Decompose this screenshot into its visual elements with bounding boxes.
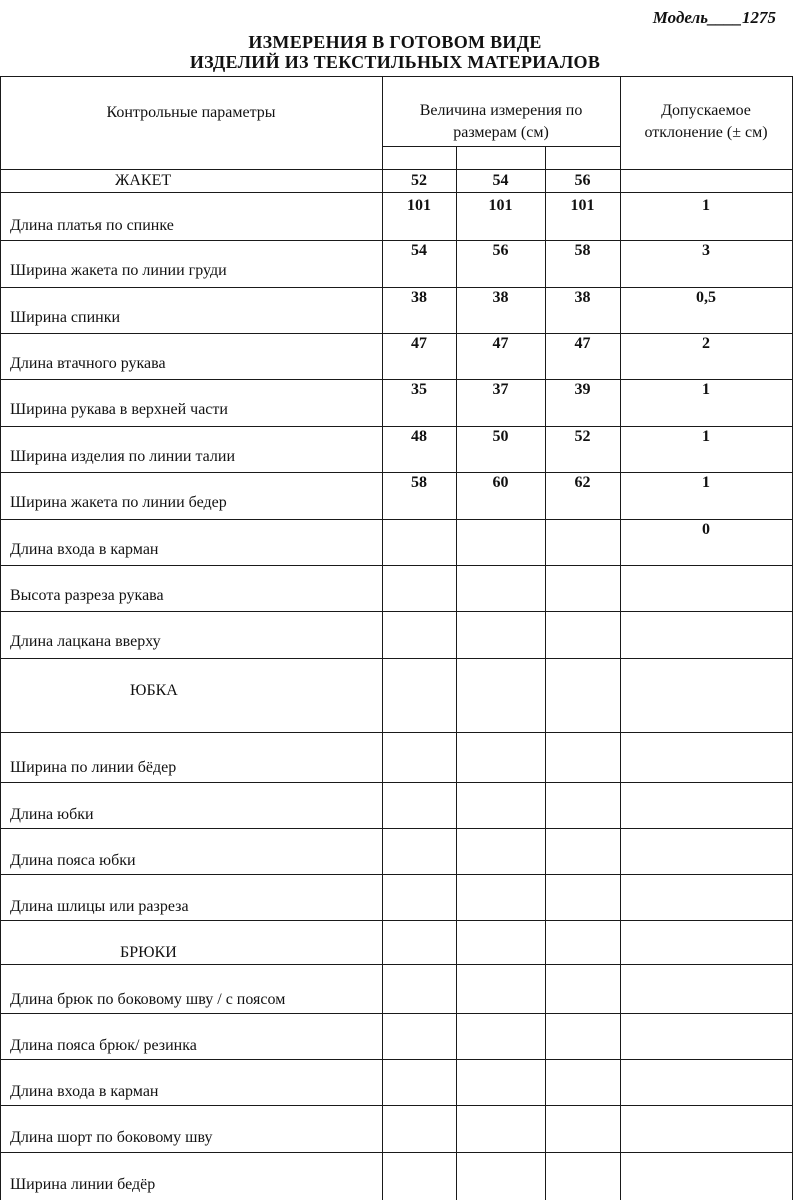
row-tolerance: 1 <box>702 197 710 214</box>
grid-hline <box>0 1152 793 1153</box>
header-sizes-line1: Величина измерения по <box>419 102 583 119</box>
grid-hline <box>0 192 793 193</box>
row-value: 58 <box>411 474 427 491</box>
row-label: Длина входа в карман <box>10 1083 159 1100</box>
section-trousers: БРЮКИ <box>120 944 177 961</box>
grid-vline <box>382 76 383 1200</box>
row-label: Длина платья по спинке <box>10 217 174 234</box>
row-tolerance: 1 <box>702 381 710 398</box>
row-tolerance: 1 <box>702 428 710 445</box>
row-label: Длина лацкана вверху <box>10 633 161 650</box>
row-label: Длина юбки <box>10 806 94 823</box>
row-value: 38 <box>574 289 591 306</box>
row-label: Длина шлицы или разреза <box>10 898 189 915</box>
row-label: Ширина рукава в верхней части <box>10 401 228 418</box>
row-value: 35 <box>411 381 427 398</box>
document-title-line2: ИЗДЕЛИЙ ИЗ ТЕКСТИЛЬНЫХ МАТЕРИАЛОВ <box>189 52 601 72</box>
grid-hline <box>0 1059 793 1060</box>
size-header: 54 <box>492 172 509 189</box>
row-value: 101 <box>488 197 513 214</box>
size-header: 52 <box>411 172 427 189</box>
grid-hline <box>0 379 793 380</box>
document-title-line1: ИЗМЕРЕНИЯ В ГОТОВОМ ВИДЕ <box>248 32 542 52</box>
grid-hline <box>0 472 793 473</box>
row-tolerance: 1 <box>702 474 710 491</box>
row-tolerance: 0,5 <box>696 289 716 306</box>
row-label: Длина шорт по боковому шву <box>10 1129 213 1146</box>
row-label: Ширина изделия по линии талии <box>10 448 236 465</box>
row-value: 60 <box>492 474 509 491</box>
grid-hline <box>0 240 793 241</box>
row-value: 101 <box>570 197 595 214</box>
grid-vline <box>0 76 1 1200</box>
grid-hline <box>0 782 793 783</box>
section-skirt: ЮБКА <box>130 682 178 699</box>
grid-hline <box>382 146 621 147</box>
header-sizes-line2: размерам (см) <box>453 124 549 141</box>
row-tolerance: 0 <box>702 521 710 538</box>
row-value: 47 <box>492 335 509 352</box>
grid-hline <box>0 658 793 659</box>
row-value: 39 <box>574 381 591 398</box>
grid-hline <box>0 1013 793 1014</box>
grid-vline <box>456 146 457 1200</box>
header-params: Контрольные параметры <box>106 104 276 121</box>
row-label: Длина брюк по боковому шву / с поясом <box>10 991 286 1008</box>
row-value: 54 <box>411 242 427 259</box>
section-jacket: ЖАКЕТ <box>115 172 172 189</box>
grid-hline <box>0 1105 793 1106</box>
grid-vline <box>792 76 793 1200</box>
row-label: Длина входа в карман <box>10 541 159 558</box>
row-label: Ширина жакета по линии бедер <box>10 494 227 511</box>
row-tolerance: 2 <box>702 335 710 352</box>
grid-hline <box>0 519 793 520</box>
row-value: 37 <box>492 381 509 398</box>
grid-hline <box>0 169 793 170</box>
grid-hline <box>0 732 793 733</box>
row-value: 47 <box>574 335 591 352</box>
row-label: Длина втачного рукава <box>10 355 166 372</box>
grid-hline <box>0 333 793 334</box>
row-value: 48 <box>411 428 427 445</box>
grid-hline <box>0 611 793 612</box>
grid-vline <box>545 146 546 1200</box>
grid-hline <box>0 874 793 875</box>
row-value: 50 <box>492 428 509 445</box>
header-tolerance-line2: отклонение (± см) <box>644 124 768 141</box>
row-value: 58 <box>574 242 591 259</box>
row-value: 101 <box>407 197 431 214</box>
row-label: Ширина спинки <box>10 309 121 326</box>
row-label: Ширина линии бедёр <box>10 1176 156 1193</box>
row-tolerance: 3 <box>702 242 710 259</box>
grid-hline <box>0 287 793 288</box>
row-value: 56 <box>492 242 509 259</box>
row-value: 52 <box>574 428 591 445</box>
row-value: 38 <box>411 289 427 306</box>
model-number: Модель____1275 <box>652 8 776 27</box>
grid-hline <box>0 920 793 921</box>
header-sizes <box>382 100 620 144</box>
grid-vline <box>620 76 621 1200</box>
size-header: 56 <box>574 172 591 189</box>
row-label: Высота разреза рукава <box>10 587 164 604</box>
grid-hline <box>0 964 793 965</box>
grid-hline <box>0 76 793 77</box>
grid-hline <box>0 426 793 427</box>
row-value: 38 <box>492 289 509 306</box>
row-label: Длина пояса юбки <box>10 852 136 869</box>
row-value: 62 <box>574 474 591 491</box>
row-label: Ширина по линии бёдер <box>10 759 177 776</box>
grid-hline <box>0 828 793 829</box>
row-value: 47 <box>411 335 427 352</box>
row-label: Длина пояса брюк/ резинка <box>10 1037 197 1054</box>
header-tolerance <box>620 100 792 144</box>
header-tolerance-line1: Допускаемое <box>661 102 751 119</box>
grid-hline <box>0 565 793 566</box>
row-label: Ширина жакета по линии груди <box>10 262 227 279</box>
